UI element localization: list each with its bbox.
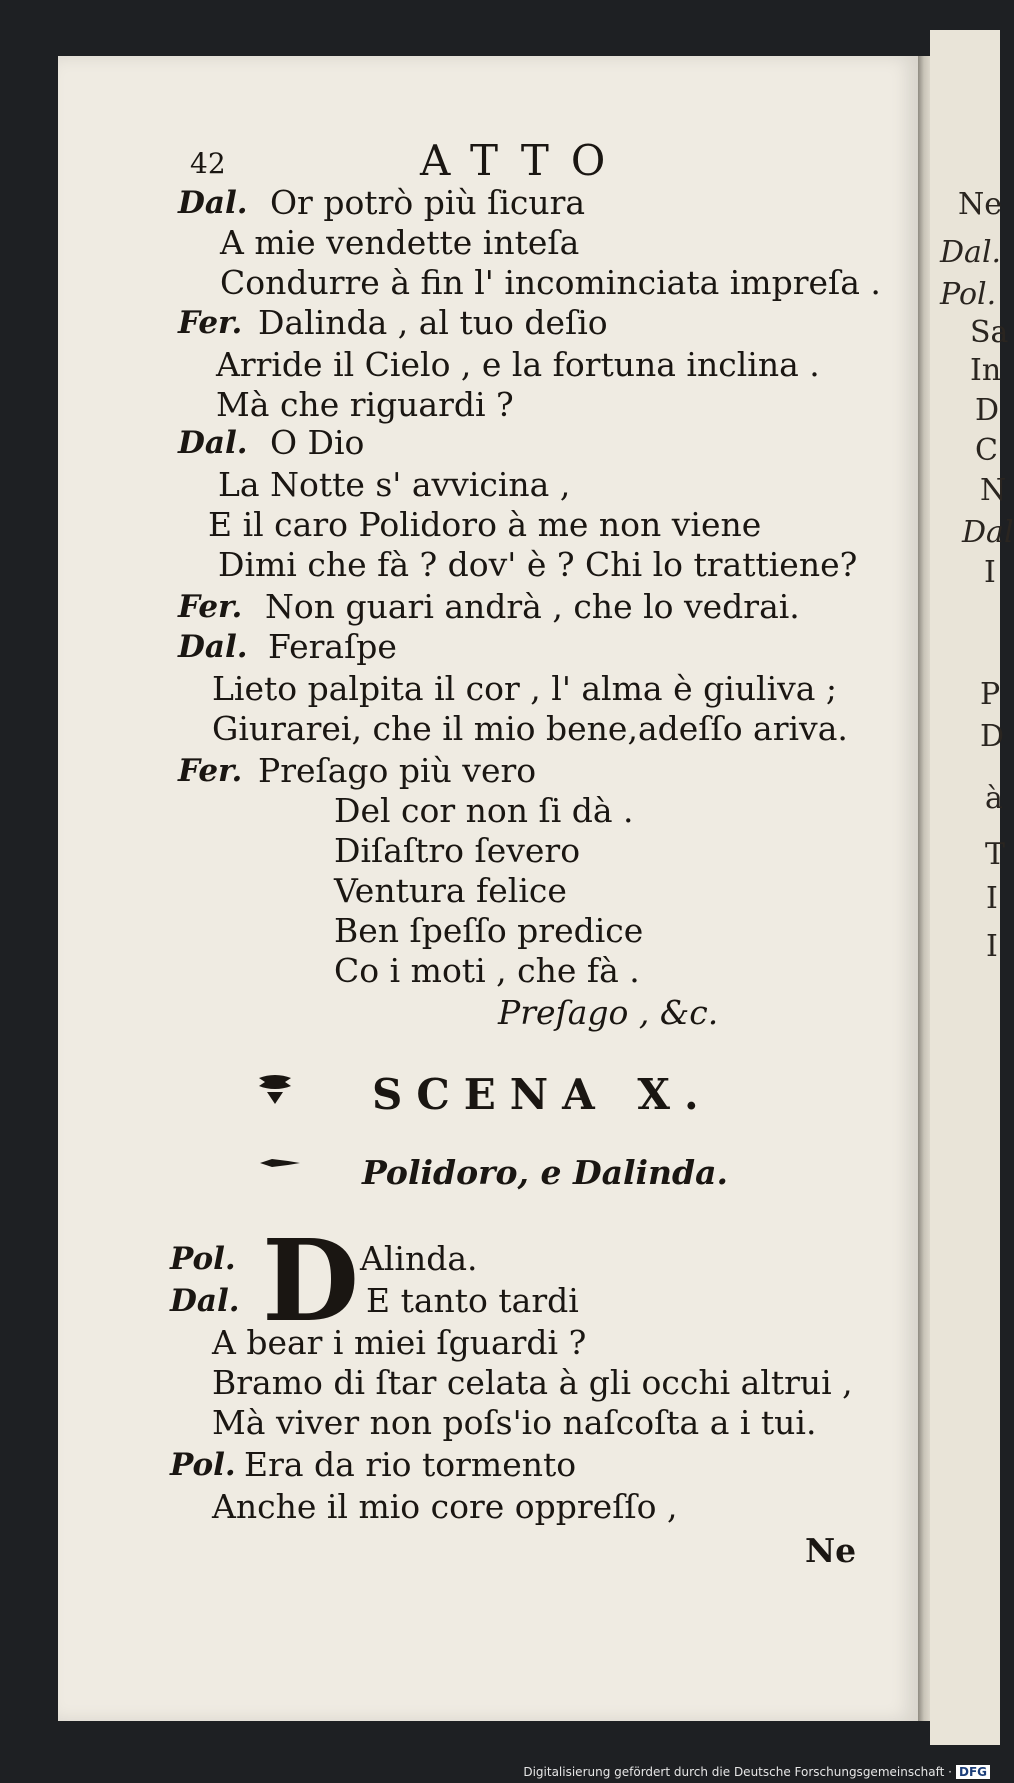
facing-page-fragment: à [985,781,1003,816]
verse-line: Mà viver non poſs'io naſcoſta a i tui. [212,1403,817,1442]
verse-line: Ventura felice [334,871,567,910]
verse-line: Anche il mio core oppreſſo , [212,1487,678,1526]
facing-page-fragment: D [975,393,1000,428]
verse-line: A bear i miei ſguardi ? [212,1323,587,1362]
verse-line: Del cor non ſi dà . [334,791,634,830]
verse-line: E tanto tardi [366,1281,579,1320]
fleuron-icon [255,1072,295,1106]
verse-line: La Notte s' avvicina , [218,465,571,504]
verse-line: Dalinda , al tuo deſio [258,303,608,342]
dfg-logo: DFG [956,1765,990,1779]
speaker-label: Dal. [170,1283,240,1319]
facing-page-fragment: C [975,433,998,468]
footer-text: Digitalisierung gefördert durch die Deutsche Forschungsgemeinschaft · [523,1765,952,1779]
digitization-footer [523,1765,990,1779]
verse-line: Condurre à fin l' incominciata impreſa . [220,263,881,302]
verse-line: Co i moti , che fà . [334,951,640,990]
facing-page-fragment: Ne [958,187,1003,222]
facing-page-fragment: P [980,677,1001,712]
facing-page-fragment: Sa [970,315,1009,350]
verse-line: A mie vendette inteſa [220,223,580,262]
speaker-label: Pol. [170,1241,236,1277]
running-head: ATTO [420,136,628,185]
facing-page-fragment: Dal. [940,235,1002,270]
verse-line: Giurarei, che il mio bene,adeſſo ariva. [212,709,848,748]
verse-line: Non guari andrà , che lo vedrai. [265,587,800,626]
facing-page-fragment: I [984,555,996,590]
verse-line: Ben ſpeſſo predice [334,911,644,950]
facing-page-fragment: Pol. [940,277,997,312]
facing-page-fragment: N [980,473,1007,508]
facing-page-fragment: T [985,837,1006,872]
facing-page-fragment: D [980,719,1005,754]
speaker-label: Fer. [178,589,243,625]
dash-ornament-icon [258,1156,302,1170]
verse-line: Alinda. [360,1239,478,1278]
scene-persons: Polidoro, e Dalinda. [362,1153,728,1192]
catchword: Ne [805,1531,857,1570]
page-gutter [918,56,930,1721]
scene-heading: SCENA X. [372,1070,713,1119]
speaker-label: Dal. [178,185,248,221]
verse-line: Preſago , &c. [498,993,719,1032]
speaker-label: Pol. [170,1447,236,1483]
verse-line: Feraſpe [268,627,397,666]
drop-capital: D [262,1216,360,1347]
verse-line: E il caro Polidoro à me non viene [208,505,762,544]
verse-line: Preſago più vero [258,751,537,790]
verse-line: Dimi che fà ? dov' è ? Chi lo trattiene? [218,545,858,584]
verse-line: Lieto palpita il cor , l' alma è giuliva ; [212,669,838,708]
facing-page-fragment: I [986,881,998,916]
verse-line: Arride il Cielo , e la fortuna inclina . [216,345,820,384]
verse-line: Era da rio tormento [244,1445,577,1484]
verse-line: Mà che riguardi ? [216,385,514,424]
verse-line: Diſaſtro ſevero [334,831,581,870]
verse-line: O Dio [270,423,365,462]
verse-line: Bramo di ſtar celata à gli occhi altrui , [212,1363,853,1402]
speaker-label: Fer. [178,305,243,341]
speaker-label: Fer. [178,753,243,789]
speaker-label: Dal. [178,425,248,461]
page-number: 42 [190,147,226,180]
verse-line: Or potrò più ſicura [270,183,586,222]
facing-page-fragment: Dal [962,515,1014,550]
speaker-label: Dal. [178,629,248,665]
facing-page-fragment: I [986,929,998,964]
facing-page-fragment: In [970,353,1002,388]
